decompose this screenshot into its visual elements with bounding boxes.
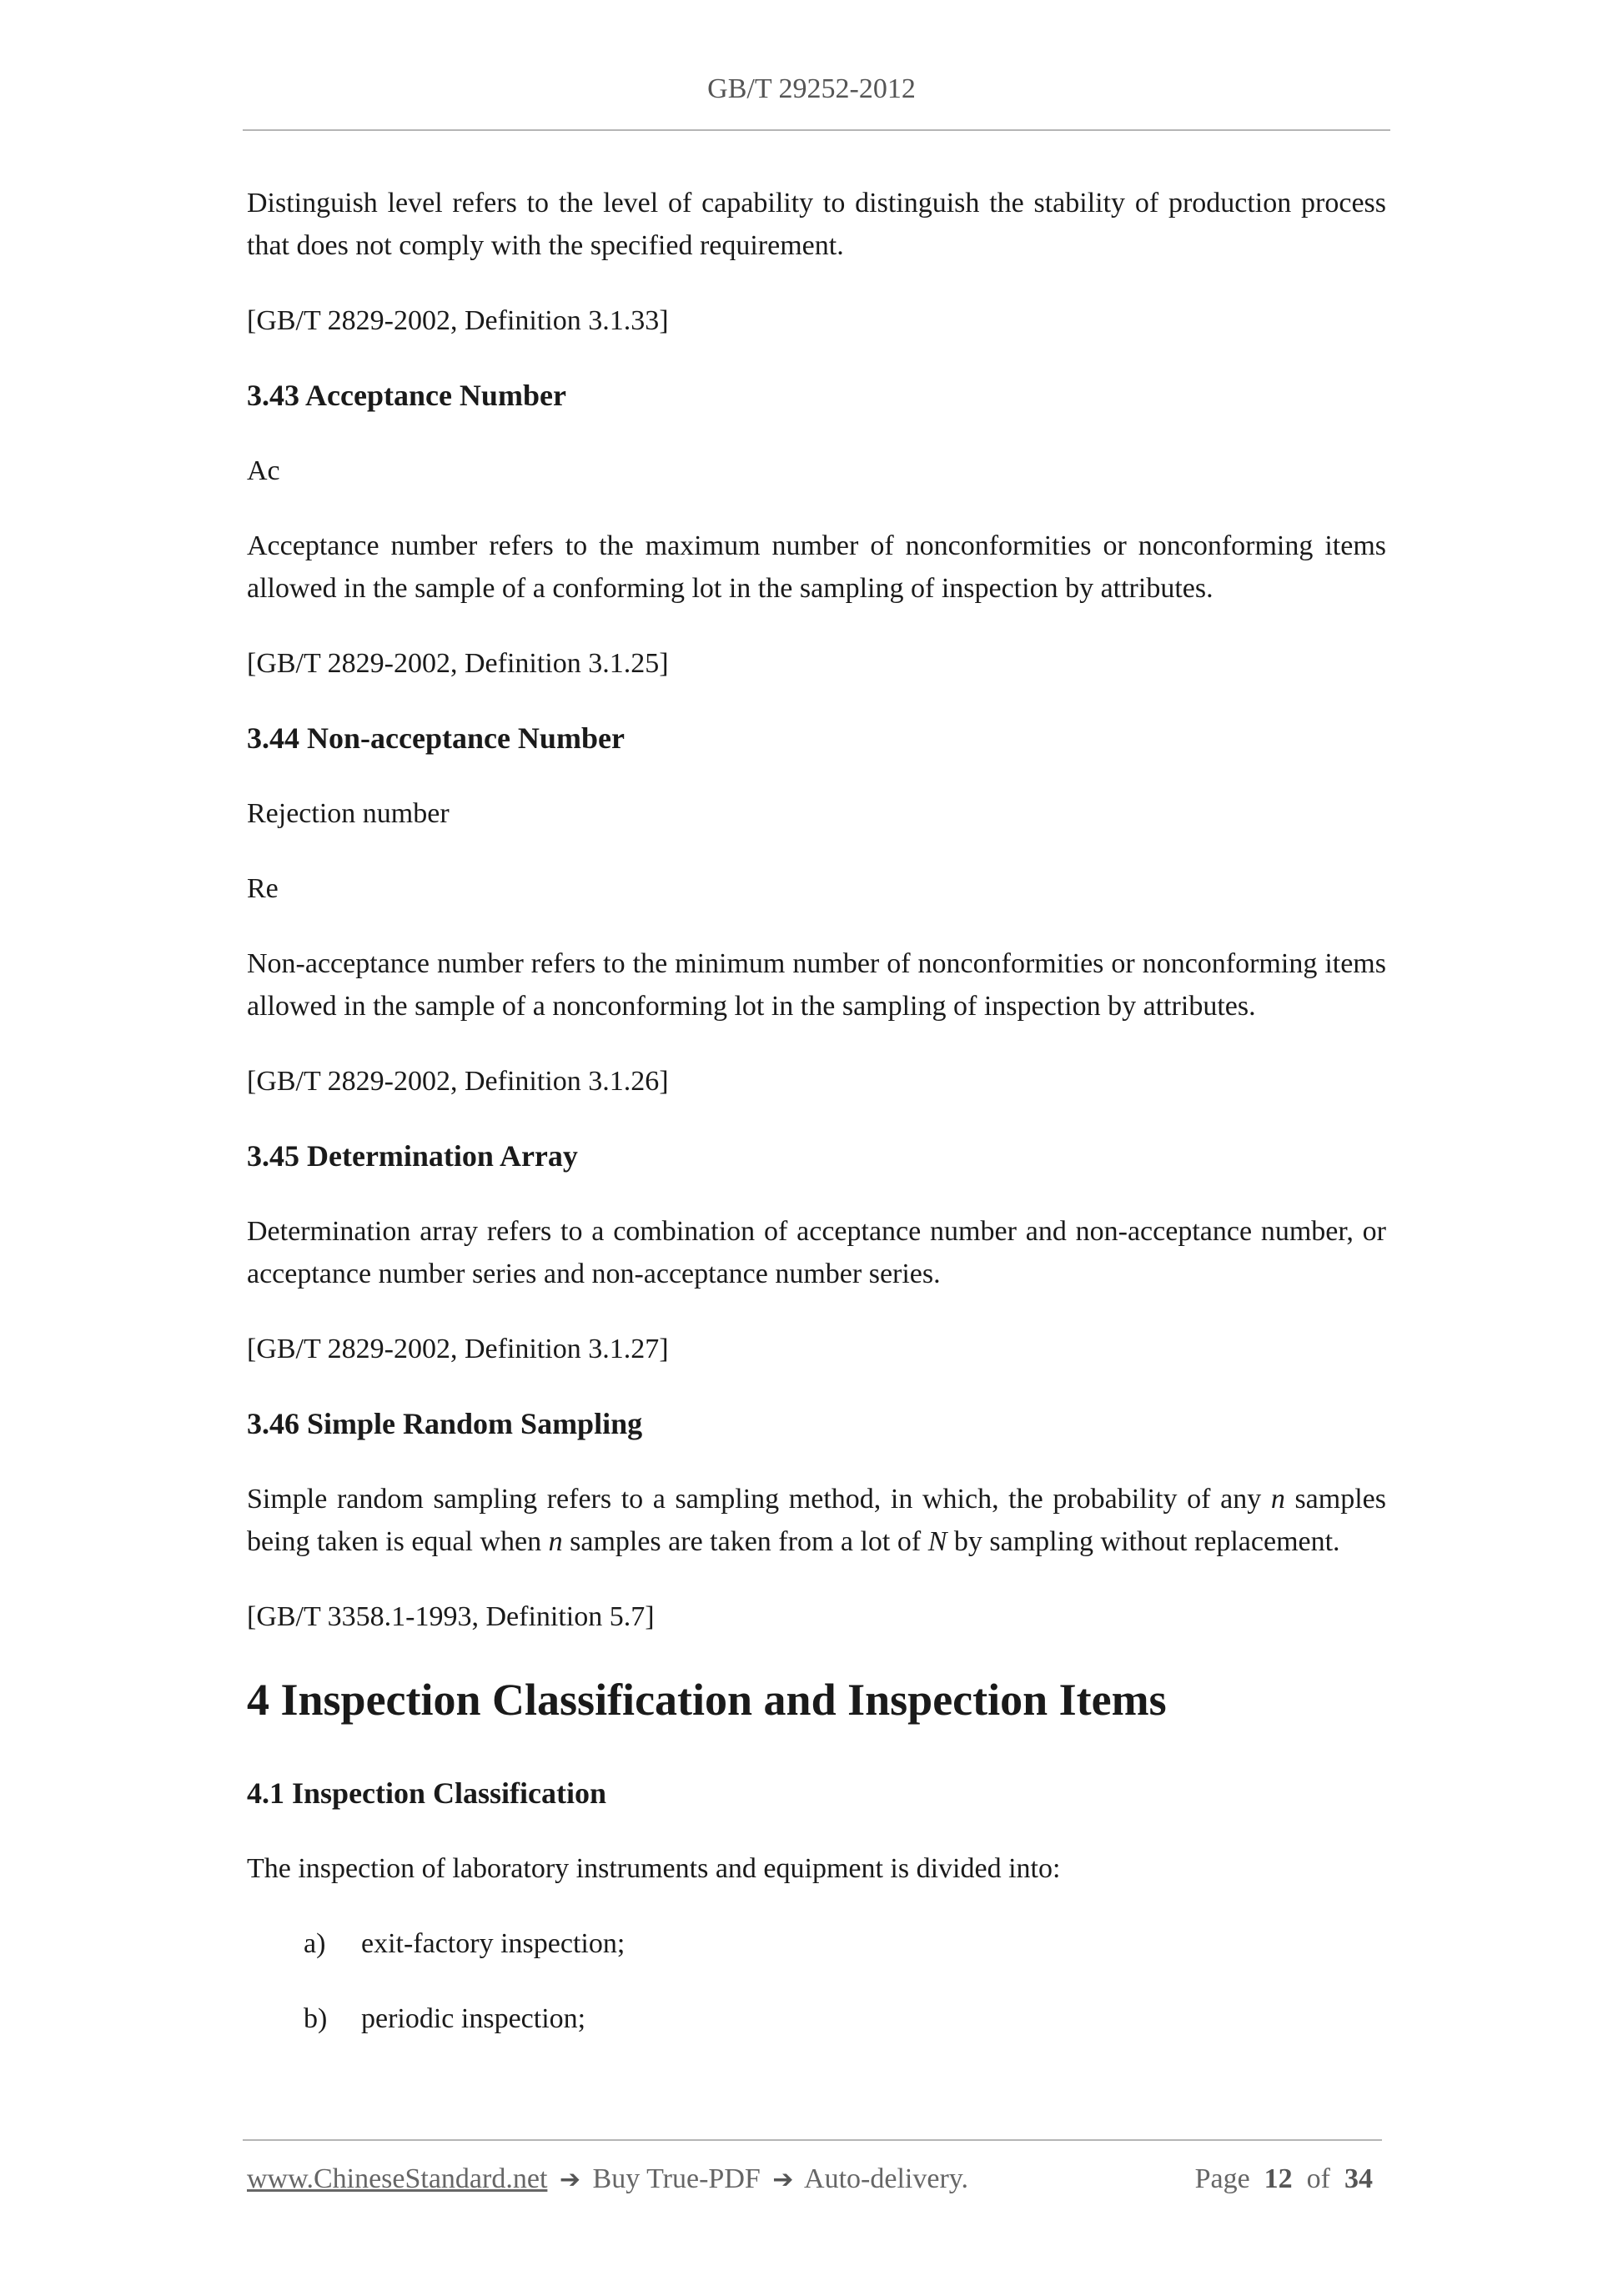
heading-3-44: 3.44 Non-acceptance Number xyxy=(247,721,625,755)
srs-text-2: samples being taken is equal when xyxy=(247,1484,1386,1557)
srs-text-3: samples are taken from a lot of xyxy=(562,1526,928,1557)
symbol-ac: Ac xyxy=(247,455,280,486)
list-item-text: periodic inspection; xyxy=(361,2003,586,2034)
page-footer xyxy=(247,2160,1373,2199)
reference-5-7: [GB/T 3358.1-1993, Definition 5.7] xyxy=(247,1601,655,1632)
heading-3-43: 3.43 Acceptance Number xyxy=(247,379,566,412)
list-marker: a) xyxy=(304,1928,326,1959)
page-indicator xyxy=(1195,2160,1373,2198)
reference-3-1-33: [GB/T 2829-2002, Definition 3.1.33] xyxy=(247,305,669,336)
srs-text-1: Simple random sampling refers to a sampling method, in which, the probability of any xyxy=(247,1484,1271,1515)
srs-variable-N: N xyxy=(927,1526,947,1557)
page-of-label: of xyxy=(1306,2163,1330,2194)
srs-variable-n: n xyxy=(1270,1484,1285,1515)
page-current: 12 xyxy=(1264,2163,1293,2194)
synonym-rejection-number: Rejection number xyxy=(247,798,450,829)
footer-buy-text: Buy True-PDF xyxy=(592,2163,761,2194)
list-item xyxy=(247,1922,1386,1965)
heading-4-1: 4.1 Inspection Classification xyxy=(247,1776,607,1810)
heading-3-45: 3.45 Determination Array xyxy=(247,1139,578,1173)
reference-3-1-27: [GB/T 2829-2002, Definition 3.1.27] xyxy=(247,1334,669,1364)
reference-3-1-26: [GB/T 2829-2002, Definition 3.1.26] xyxy=(247,1066,669,1097)
website-link[interactable]: www.ChineseStandard.net xyxy=(247,2163,548,2194)
srs-variable-n: n xyxy=(548,1526,563,1557)
list-marker: b) xyxy=(304,2003,328,2034)
document-body xyxy=(247,182,1386,2072)
page-label: Page xyxy=(1194,2163,1250,2194)
document-id-header: GB/T 29252-2012 xyxy=(707,73,916,104)
arrow-right-icon: ➔ xyxy=(559,2165,581,2194)
srs-text-4: by sampling without replacement. xyxy=(947,1526,1340,1557)
list-item xyxy=(247,1997,1386,2040)
list-item-text: exit-factory inspection; xyxy=(361,1928,626,1959)
heading-3-46: 3.46 Simple Random Sampling xyxy=(247,1407,643,1440)
paragraph-distinguish-level: Distinguish level refers to the level of capability to distinguish the stability of production process that does not comply with the specified requirement. xyxy=(247,188,1386,261)
header-divider xyxy=(243,129,1390,131)
paragraph-inspection-intro: The inspection of laboratory instruments and equipment is divided into: xyxy=(247,1853,1061,1884)
footer-divider xyxy=(243,2139,1382,2141)
paragraph-acceptance-number: Acceptance number refers to the maximum number of nonconformities or nonconforming items allowed in the sample of a conforming lot in the sampling of inspection by attributes. xyxy=(247,530,1386,604)
footer-delivery-text: Auto-delivery. xyxy=(804,2163,969,2194)
symbol-re: Re xyxy=(247,873,279,904)
page-total: 34 xyxy=(1344,2163,1373,2194)
paragraph-non-acceptance-number: Non-acceptance number refers to the minimum number of nonconformities or nonconforming items allowed in the sample of a nonconforming lot in the sampling of inspection by attributes. xyxy=(247,948,1386,1022)
reference-3-1-25: [GB/T 2829-2002, Definition 3.1.25] xyxy=(247,648,669,679)
paragraph-simple-random-sampling xyxy=(247,1478,1386,1563)
paragraph-determination-array: Determination array refers to a combination of acceptance number and non-acceptance number, or acceptance number series and non-acceptance number series. xyxy=(247,1216,1386,1289)
heading-chapter-4: 4 Inspection Classification and Inspection Items xyxy=(247,1675,1167,1725)
arrow-right-icon: ➔ xyxy=(772,2165,794,2194)
